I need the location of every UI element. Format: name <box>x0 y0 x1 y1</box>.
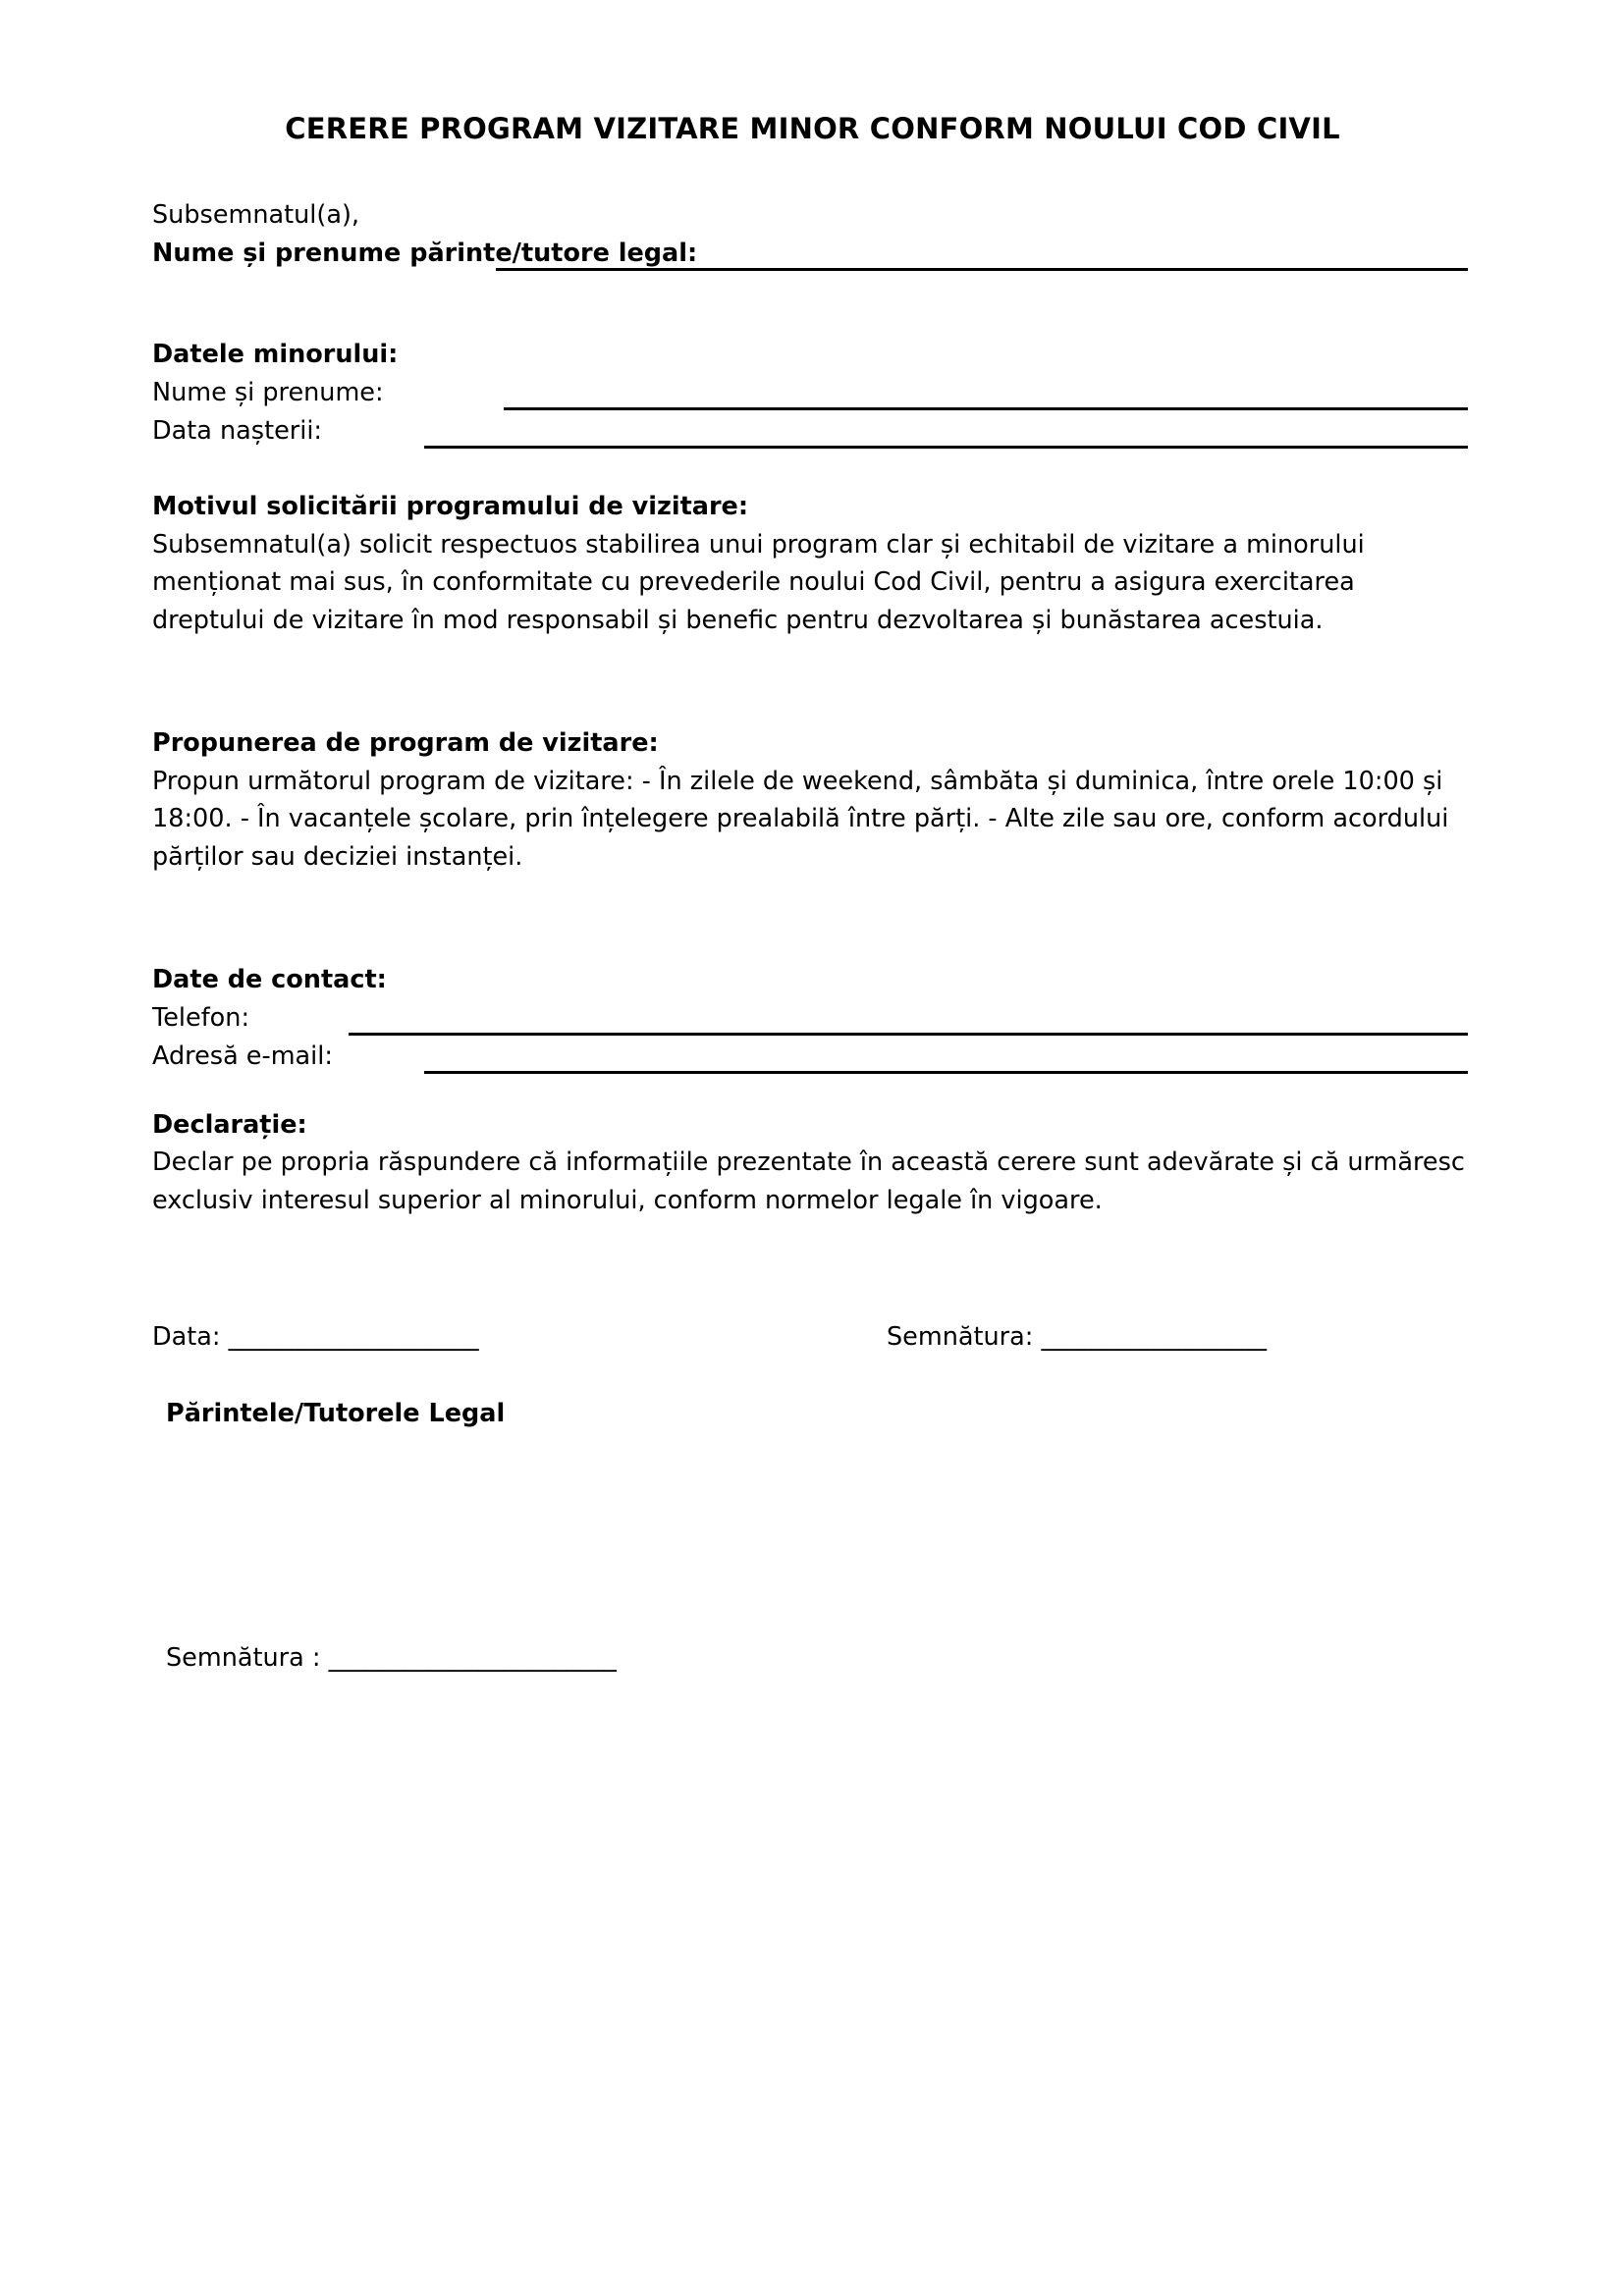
document-content <box>152 0 1473 1677</box>
minor-name-rule[interactable] <box>504 407 1468 410</box>
proposal-section-heading: Propunerea de program de vizitare: <box>152 727 659 758</box>
spacer <box>152 877 1473 961</box>
parent-name-rule[interactable] <box>496 268 1468 271</box>
minor-name-field[interactable] <box>152 374 1473 412</box>
email-label: Adresă e-mail: <box>152 1041 333 1071</box>
parent-name-label: Nume și prenume părinte/tutore legal: <box>152 239 698 268</box>
minor-name-label: Nume și prenume: <box>152 377 384 407</box>
contact-section-heading: Date de contact: <box>152 964 387 994</box>
minor-section-heading: Datele minorului: <box>152 340 399 369</box>
spacer <box>152 1358 1473 1395</box>
minor-birthdate-rule[interactable] <box>424 446 1468 449</box>
declaration-section-body: Declar pe propria răspundere că informațiile prezentate în această cerere sunt adevărate și că urmăresc exclusiv interesul superior al minorului, conform normelor legale în vigoare. <box>152 1148 1465 1215</box>
reason-section-body: Subsemnatul(a) solicit respectuos stabilirea unui program clar și echitabil de vizitare a minorului menționat mai sus, în conformitate cu prevederile noului Cod Civil, pentru a asigura exercitarea dreptului de vizitare în mod responsabil și benefic pentru dezvoltarea și bunăstarea acestuia. <box>152 529 1365 635</box>
proposal-section-body: Propun următorul program de vizitare: - În zilele de weekend, sâmbăta și duminica, între orele 10:00 și 18:00. - În vacanțele școlare, prin înțelegere prealabilă între părți. - Alte zile sau ore, conform acordului părților sau deciziei instanței. <box>152 766 1449 872</box>
spacer <box>152 640 1473 724</box>
minor-birthdate-field[interactable] <box>152 412 1473 451</box>
spacer <box>152 451 1473 488</box>
parent-name-field[interactable] <box>152 235 1473 273</box>
page-title: CERERE PROGRAM VIZITARE MINOR CONFORM NOULUI COD CIVIL <box>285 112 1340 145</box>
phone-field[interactable] <box>152 999 1473 1038</box>
reason-section-heading: Motivul solicitării programului de vizitare: <box>152 491 749 521</box>
email-rule[interactable] <box>424 1071 1468 1074</box>
email-field[interactable] <box>152 1038 1473 1076</box>
phone-rule[interactable] <box>349 1033 1468 1036</box>
final-signature-field-label[interactable]: Semnătura : _______________________ <box>166 1642 617 1673</box>
intro-line: Subsemnatul(a), <box>152 200 360 231</box>
signer-role-label: Părintele/Tutorele Legal <box>166 1398 506 1428</box>
spacer <box>152 273 1473 336</box>
signature-field-label[interactable]: Semnătura: __________________ <box>887 1321 1267 1352</box>
spacer <box>152 146 1473 196</box>
date-field-label[interactable]: Data: ____________________ <box>152 1321 479 1352</box>
declaration-section-heading: Declarație: <box>152 1109 307 1140</box>
minor-birthdate-label: Data nașterii: <box>152 415 322 446</box>
spacer <box>152 1076 1473 1106</box>
phone-label: Telefon: <box>152 1002 250 1033</box>
spacer <box>152 1220 1473 1318</box>
date-signature-row <box>152 1318 1473 1358</box>
spacer <box>152 1433 1473 1639</box>
